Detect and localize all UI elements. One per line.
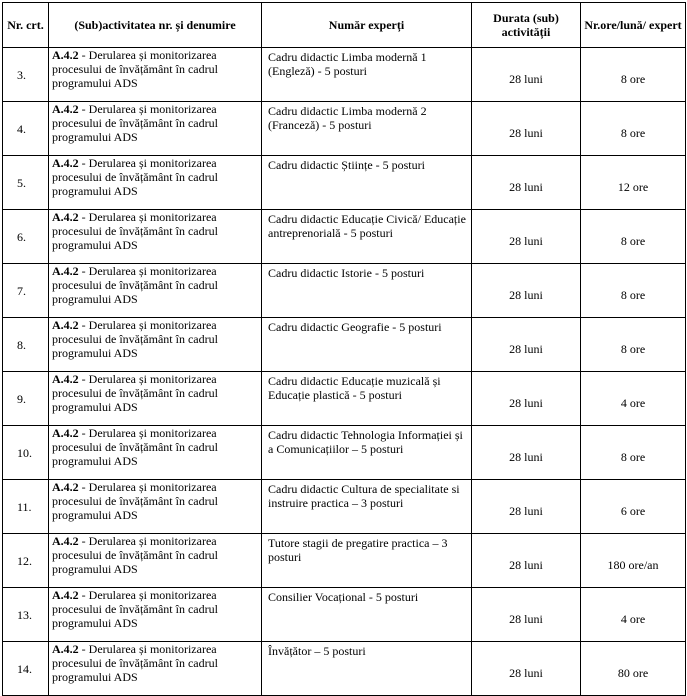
activity-cell: [49, 588, 262, 642]
hours-cell: 8 ore: [581, 426, 686, 480]
expert-cell: Cadru didactic Educație Civică/ Educație antreprenorială - 5 posturi: [262, 210, 472, 264]
expert-cell: Cadru didactic Cultura de specialitate si instruire practica – 3 posturi: [262, 480, 472, 534]
duration-cell: 28 luni: [472, 642, 581, 696]
expert-cell: Cadru didactic Tehnologia Informației și a Comunicațiilor – 5 posturi: [262, 426, 472, 480]
duration-cell: 28 luni: [472, 210, 581, 264]
header-experti: Număr experți: [262, 3, 472, 48]
hours-cell: 8 ore: [581, 102, 686, 156]
activity-cell: [49, 210, 262, 264]
row-number: 7.: [3, 264, 49, 318]
row-number: 6.: [3, 210, 49, 264]
hours-cell: 4 ore: [581, 372, 686, 426]
activity-code: A.4.2: [52, 588, 79, 602]
activity-description: - Derularea și monitorizarea procesului de învățământ în cadrul programului ADS: [52, 318, 218, 360]
hours-cell: 8 ore: [581, 264, 686, 318]
hours-cell: 12 ore: [581, 156, 686, 210]
activity-description: - Derularea și monitorizarea procesului de învățământ în cadrul programului ADS: [52, 642, 218, 684]
activity-cell: [49, 372, 262, 426]
activity-cell: [49, 426, 262, 480]
activity-cell: [49, 48, 262, 102]
table-body: [3, 48, 686, 696]
duration-cell: 28 luni: [472, 426, 581, 480]
activity-code: A.4.2: [52, 372, 79, 386]
activity-cell: [49, 534, 262, 588]
activity-description: - Derularea și monitorizarea procesului de învățământ în cadrul programului ADS: [52, 48, 218, 90]
hours-cell: 4 ore: [581, 588, 686, 642]
duration-cell: 28 luni: [472, 156, 581, 210]
row-number: 5.: [3, 156, 49, 210]
table-row: [3, 318, 686, 372]
activity-code: A.4.2: [52, 264, 79, 278]
activity-cell: [49, 102, 262, 156]
expert-cell: Învățător – 5 posturi: [262, 642, 472, 696]
hours-cell: 8 ore: [581, 48, 686, 102]
activity-cell: [49, 480, 262, 534]
activity-cell: [49, 264, 262, 318]
activity-code: A.4.2: [52, 48, 79, 62]
table-row: [3, 642, 686, 696]
hours-cell: 180 ore/an: [581, 534, 686, 588]
row-number: 8.: [3, 318, 49, 372]
activity-description: - Derularea și monitorizarea procesului de învățământ în cadrul programului ADS: [52, 156, 218, 198]
activity-code: A.4.2: [52, 210, 79, 224]
hours-cell: 8 ore: [581, 318, 686, 372]
table-row: [3, 534, 686, 588]
table-header-row: [3, 3, 686, 48]
row-number: 3.: [3, 48, 49, 102]
activity-cell: [49, 318, 262, 372]
expert-cell: Cadru didactic Limba modernă 2 (Franceză) - 5 posturi: [262, 102, 472, 156]
hours-cell: 6 ore: [581, 480, 686, 534]
row-number: 11.: [3, 480, 49, 534]
expert-cell: Cadru didactic Educație muzicală și Educație plastică - 5 posturi: [262, 372, 472, 426]
activity-description: - Derularea și monitorizarea procesului de învățământ în cadrul programului ADS: [52, 480, 218, 522]
table-row: [3, 48, 686, 102]
header-activitate: (Sub)activitatea nr. și denumire: [49, 3, 262, 48]
activity-description: - Derularea și monitorizarea procesului de învățământ în cadrul programului ADS: [52, 264, 218, 306]
row-number: 9.: [3, 372, 49, 426]
header-nr: Nr. crt.: [3, 3, 49, 48]
expert-cell: Cadru didactic Istorie - 5 posturi: [262, 264, 472, 318]
activity-description: - Derularea și monitorizarea procesului de învățământ în cadrul programului ADS: [52, 534, 218, 576]
activity-code: A.4.2: [52, 318, 79, 332]
activity-cell: [49, 642, 262, 696]
activity-description: - Derularea și monitorizarea procesului de învățământ în cadrul programului ADS: [52, 588, 218, 630]
hours-cell: 80 ore: [581, 642, 686, 696]
activity-description: - Derularea și monitorizarea procesului de învățământ în cadrul programului ADS: [52, 426, 218, 468]
table-row: [3, 426, 686, 480]
activity-code: A.4.2: [52, 480, 79, 494]
duration-cell: 28 luni: [472, 102, 581, 156]
table-row: [3, 588, 686, 642]
duration-cell: 28 luni: [472, 372, 581, 426]
duration-cell: 28 luni: [472, 264, 581, 318]
row-number: 10.: [3, 426, 49, 480]
experts-table: [2, 2, 686, 696]
row-number: 12.: [3, 534, 49, 588]
activity-description: - Derularea și monitorizarea procesului de învățământ în cadrul programului ADS: [52, 102, 218, 144]
table-row: [3, 264, 686, 318]
activity-description: - Derularea și monitorizarea procesului de învățământ în cadrul programului ADS: [52, 372, 218, 414]
expert-cell: Cadru didactic Limba modernă 1 (Engleză) - 5 posturi: [262, 48, 472, 102]
table-row: [3, 156, 686, 210]
activity-code: A.4.2: [52, 102, 79, 116]
activity-code: A.4.2: [52, 534, 79, 548]
activity-description: - Derularea și monitorizarea procesului de învățământ în cadrul programului ADS: [52, 210, 218, 252]
hours-cell: 8 ore: [581, 210, 686, 264]
activity-code: A.4.2: [52, 642, 79, 656]
expert-cell: Consilier Vocațional - 5 posturi: [262, 588, 472, 642]
row-number: 14.: [3, 642, 49, 696]
row-number: 13.: [3, 588, 49, 642]
table-row: [3, 372, 686, 426]
duration-cell: 28 luni: [472, 534, 581, 588]
expert-cell: Tutore stagii de pregatire practica – 3 posturi: [262, 534, 472, 588]
activity-code: A.4.2: [52, 156, 79, 170]
row-number: 4.: [3, 102, 49, 156]
duration-cell: 28 luni: [472, 588, 581, 642]
expert-cell: Cadru didactic Științe - 5 posturi: [262, 156, 472, 210]
expert-cell: Cadru didactic Geografie - 5 posturi: [262, 318, 472, 372]
duration-cell: 28 luni: [472, 48, 581, 102]
duration-cell: 28 luni: [472, 480, 581, 534]
activity-cell: [49, 156, 262, 210]
table-row: [3, 210, 686, 264]
header-durata: Durata (sub) activității: [472, 3, 581, 48]
table-row: [3, 102, 686, 156]
duration-cell: 28 luni: [472, 318, 581, 372]
activity-code: A.4.2: [52, 426, 79, 440]
table-row: [3, 480, 686, 534]
header-ore: Nr.ore/lună/ expert: [581, 3, 686, 48]
